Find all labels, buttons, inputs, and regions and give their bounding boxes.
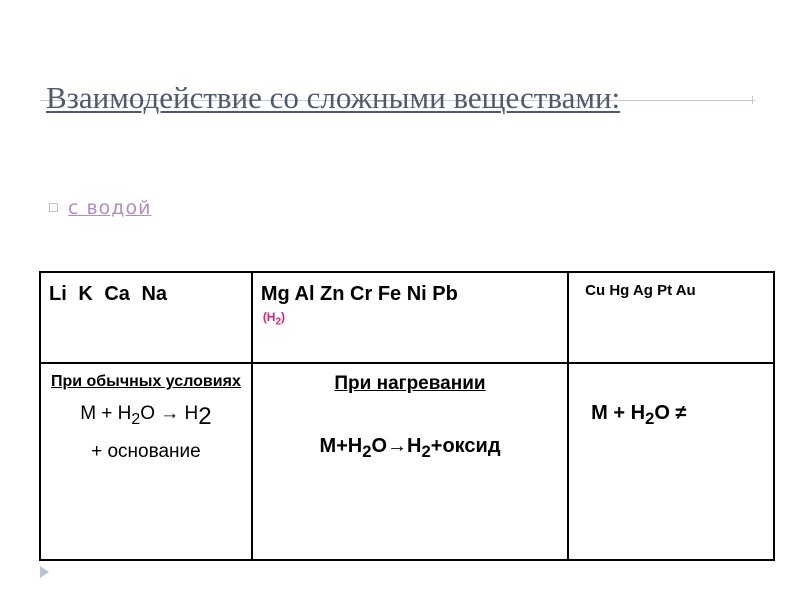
condition-heating: При нагревании: [334, 373, 486, 394]
hydrogen-note: $(H_2)$: [262, 310, 286, 328]
equation-active: $М + Н_2О \to Н_2$: [80, 403, 212, 430]
rule-end-mark: [752, 96, 759, 104]
metals-water-table: [39, 271, 775, 561]
cell-active-reaction: [40, 363, 252, 560]
bullet-link[interactable]: с водой: [68, 197, 152, 219]
bullet-item: [48, 197, 151, 219]
header-cell-medium-metals: [252, 272, 568, 363]
cell-noble-reaction: [568, 363, 774, 560]
header-cell-active-metals: [40, 272, 252, 363]
bullet-icon: ☐: [48, 201, 59, 215]
cell-medium-reaction: [252, 363, 568, 560]
triangle-arrow-icon: [40, 566, 49, 578]
equation-active-product: + основание: [91, 441, 201, 462]
slide-title: Взаимодействие со сложными веществами:: [46, 80, 621, 115]
equation-medium: $М+Н_2О\to Н_2+оксид$: [319, 435, 501, 461]
equation-noble: $М + Н_2О$ ≠: [591, 402, 687, 428]
header-active-metals: Li K Ca Na: [49, 283, 168, 305]
header-medium-metals: Mg Al Zn Cr Fe Ni Pb: [260, 283, 458, 305]
header-cell-noble-metals: [568, 272, 774, 363]
table-body-row: [40, 363, 774, 560]
condition-normal: При обычных условиях: [50, 373, 241, 390]
header-noble-metals: Cu Hg Ag Pt Au: [585, 282, 696, 299]
table-header-row: [40, 272, 774, 363]
